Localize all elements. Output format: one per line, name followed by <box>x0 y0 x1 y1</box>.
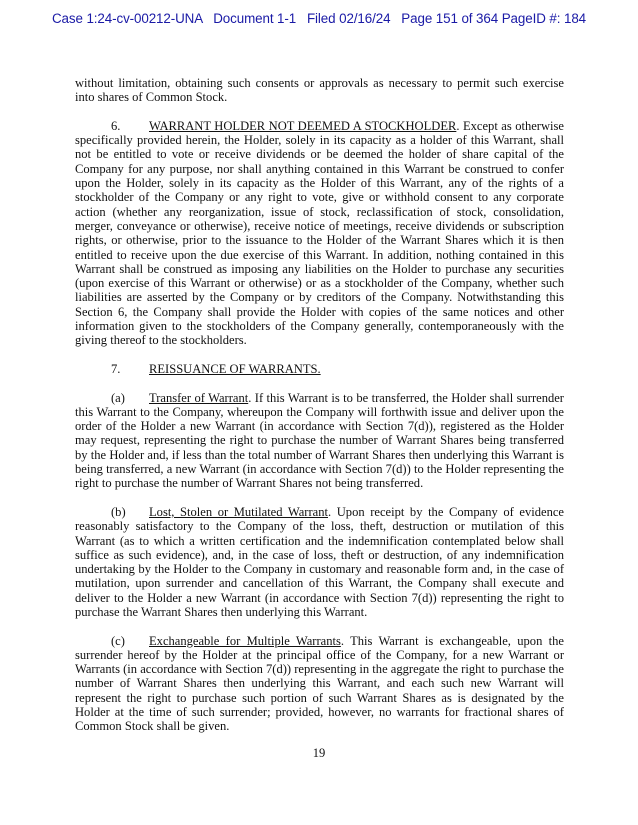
section-7c-text: . This Warrant is exchangeable, upon the surrender hereof by the Holder at the principal office of the Company, for a new Warrant or Warrants (in accordance with Section 7(d)) representing in the aggregate the right to purchase the number of Warrant Shares then underlying this Warrant, and each such new Warrant will represent the right to purchase such portion of such Warrant Shares as is designated by the Holder at the time of such surrender; provided, however, no warrants for fractional shares of Common Stock shall be given. <box>75 633 564 734</box>
section-7b-text: . Upon receipt by the Company of evidence reasonably satisfactory to the Company of the loss, theft, destruction or mutilation of this Warrant (as to which a written certification and the indemnification contemplated below shall suffice as such evidence), and, in the case of loss, theft or destruction, of any indemnification undertaking by the Holder to the Company in customary and reasonable form and, in the case of mutilation, upon surrender and cancellation of this Warrant, the Company shall execute and deliver to the Holder a new Warrant (in accordance with Section 7(d)) representing the right to purchase the Warrant Shares then underlying this Warrant. <box>75 504 565 619</box>
page-number: 19 <box>312 746 326 760</box>
section-7c-heading: Exchangeable for Multiple Warrants <box>149 633 341 648</box>
section-7-heading-paragraph <box>75 362 564 376</box>
document-body <box>75 76 564 748</box>
section-6-heading: WARRANT HOLDER NOT DEEMED A STOCKHOLDER <box>149 118 457 133</box>
continuation-paragraph: without limitation, obtaining such consents or approvals as necessary to permit such exercise into shares of Common Stock. <box>75 76 564 105</box>
section-6-paragraph <box>75 119 564 348</box>
section-7c-paragraph <box>75 634 564 734</box>
section-7a-label: (a) <box>111 390 125 405</box>
section-7a-paragraph <box>75 391 564 491</box>
section-7-heading: REISSUANCE OF WARRANTS. <box>149 361 321 376</box>
section-7-number: 7. <box>111 361 121 376</box>
court-filing-header: Case 1:24-cv-00212-UNA Document 1-1 Filed 02/16/24 Page 151 of 364 PageID #: 184 <box>51 11 587 26</box>
section-7a-heading: Transfer of Warrant <box>149 390 249 405</box>
section-7b-heading: Lost, Stolen or Mutilated Warrant <box>149 504 328 519</box>
section-7b-paragraph <box>75 505 564 619</box>
section-6-number: 6. <box>111 118 121 133</box>
section-7c-label: (c) <box>111 633 125 648</box>
section-7a-text: . If this Warrant is to be transferred, the Holder shall surrender this Warrant to the Company, whereupon the Company will forthwith issue and deliver upon the order of the Holder a new Warrant (in accordance with Section 7(d)), registered as the Holder may request, representing the right to purchase the number of Warrant Shares being transferred by the Holder and, if less than the total number of Warrant Shares then underlying this Warrant is being transferred, a new Warrant (in accordance with Section 7(d)) to the Holder representing the right to purchase the number of Warrant Shares not being transferred. <box>75 390 564 491</box>
section-6-text: . Except as otherwise specifically provided herein, the Holder, solely in its capacity as a holder of this Warrant, shall not be entitled to vote or receive dividends or be deemed the holder of share capital of the Company for any purpose, nor shall anything contained in this Warrant be construed to confer upon the Holder, solely in its capacity as the Holder of this Warrant, any of the rights of a stockholder of the Company or any right to vote, give or withhold consent to any corporate action (whether any reorganization, issue of stock, reclassification of stock, consolidation, merger, conveyance or otherwise), receive notice of meetings, receive dividends or subscription rights, or otherwise, prior to the issuance to the Holder of the Warrant Shares which it is then entitled to receive upon the due exercise of this Warrant. In addition, nothing contained in this Warrant shall be construed as imposing any liabilities on the Holder to purchase any securities (upon exercise of this Warrant or otherwise) or as a stockholder of the Company, whether such liabilities are asserted by the Company or by creditors of the Company. Notwithstanding this Section 6, the Company shall provide the Holder with copies of the same notices and other information given to the stockholders of the Company generally, contemporaneously with the giving thereof to the stockholders. <box>75 118 564 348</box>
section-7b-label: (b) <box>111 504 126 519</box>
